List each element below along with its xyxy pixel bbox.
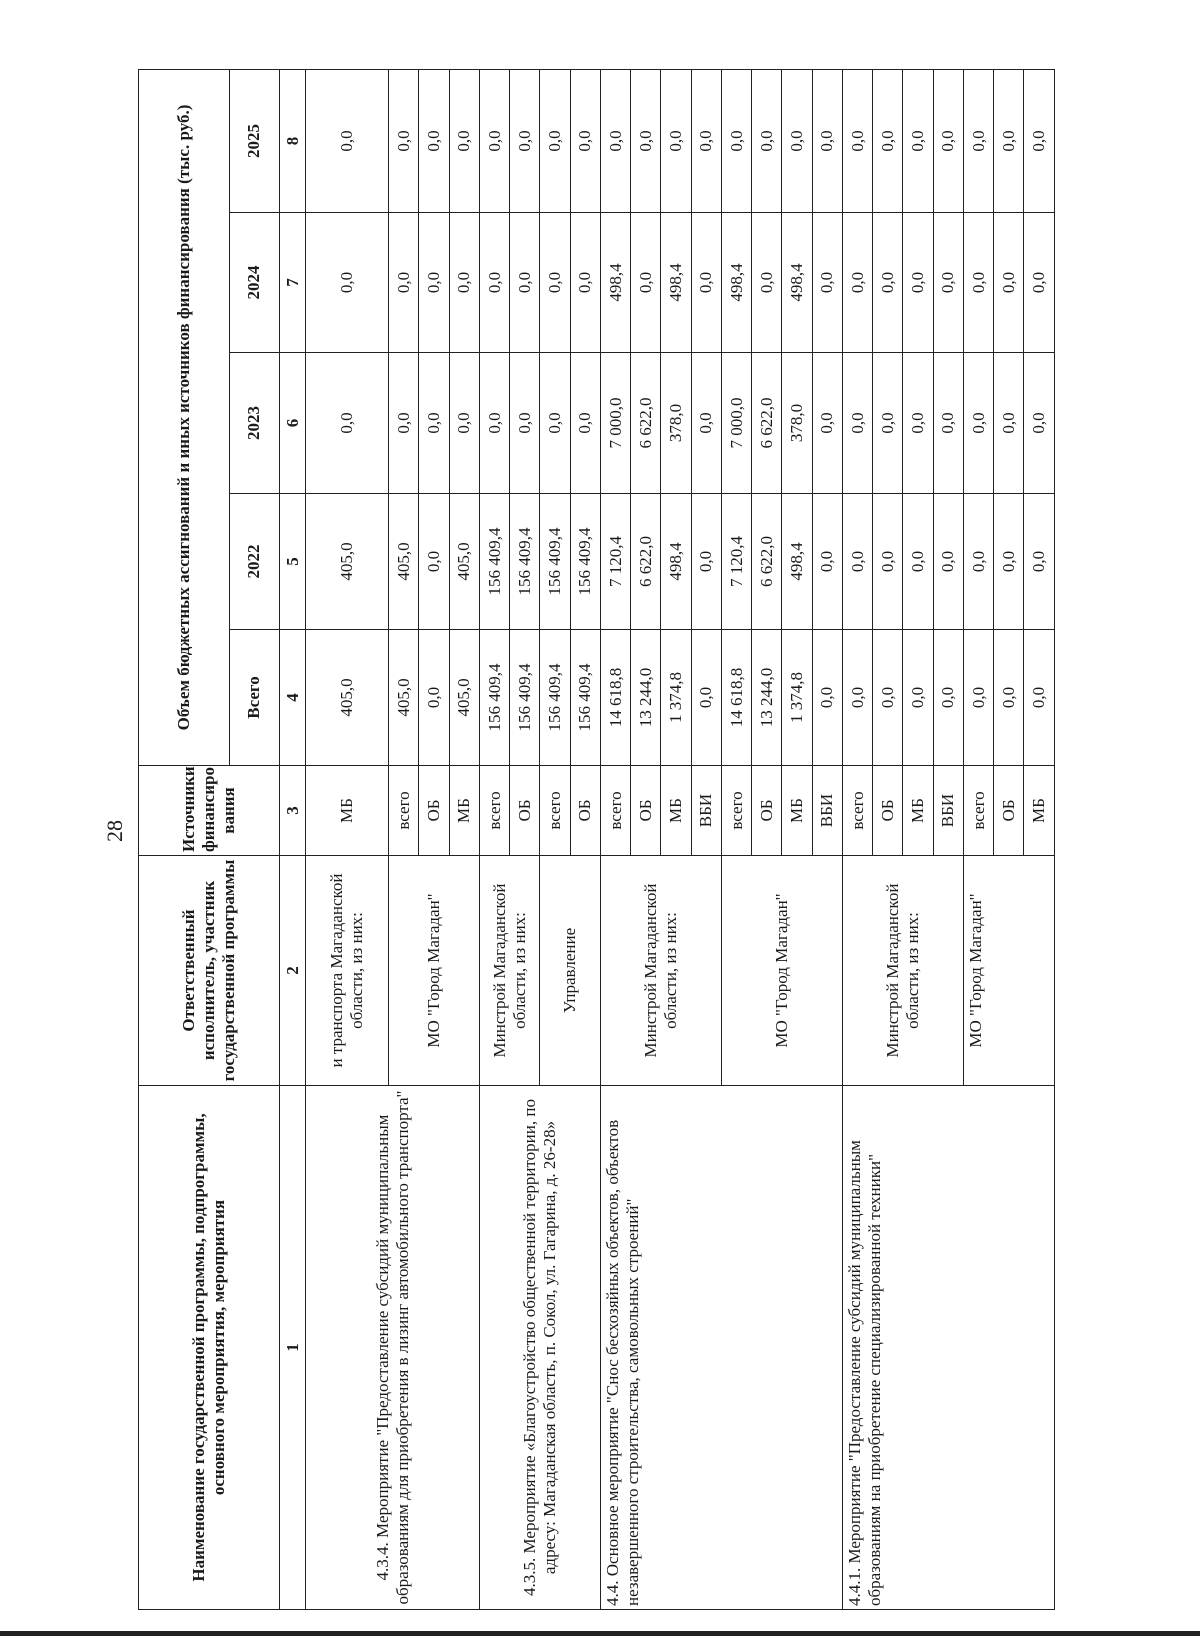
value-2023: 6 622,0	[631, 353, 661, 494]
value-2022: 156 409,4	[510, 494, 540, 630]
measure-4-4: 4.4. Основное мероприятие "Снос бесхозяйных объектов, объектов незавершенного строительства, самовольных строений"	[600, 1086, 842, 1610]
value-2023: 0,0	[933, 353, 963, 494]
header-source: Источники финансиро вания	[139, 766, 280, 856]
source-cell: всего	[721, 766, 751, 856]
value-2024: 0,0	[631, 213, 661, 353]
value-2025: 0,0	[752, 69, 782, 212]
source-cell: ОБ	[631, 766, 661, 856]
executor-minstroy: Минстрой Магаданской области, из них:	[479, 856, 540, 1086]
value-2022: 0,0	[419, 494, 449, 630]
value-2024: 0,0	[389, 213, 419, 353]
header-executor: Ответственный исполнитель, участник государственной программы	[139, 856, 280, 1086]
value-2024: 498,4	[721, 213, 751, 353]
source-cell: всего	[479, 766, 509, 856]
value-2022: 0,0	[812, 494, 842, 630]
value-total: 0,0	[963, 630, 993, 766]
value-total: 0,0	[933, 630, 963, 766]
value-2025: 0,0	[721, 69, 751, 212]
value-2023: 7 000,0	[721, 353, 751, 494]
value-2024: 0,0	[903, 213, 933, 353]
index-cell: 4	[280, 630, 306, 766]
value-2025: 0,0	[419, 69, 449, 212]
value-total: 0,0	[842, 630, 872, 766]
value-total: 0,0	[994, 630, 1024, 766]
value-total: 156 409,4	[540, 630, 570, 766]
value-2023: 0,0	[1024, 353, 1055, 494]
value-2022: 156 409,4	[540, 494, 570, 630]
value-2025: 0,0	[933, 69, 963, 212]
executor-upravlenie: Управление	[540, 856, 601, 1086]
value-2024: 0,0	[1024, 213, 1055, 353]
measure-4-3-4: 4.3.4. Мероприятие "Предоставление субсидий муниципальным образованиям для приобретения в лизинг автомобильного транспорта"	[306, 1086, 479, 1610]
value-2023: 0,0	[449, 353, 479, 494]
value-total: 13 244,0	[631, 630, 661, 766]
value-2025: 0,0	[570, 69, 600, 212]
value-2024: 0,0	[842, 213, 872, 353]
value-total: 405,0	[389, 630, 419, 766]
source-cell: МБ	[1024, 766, 1055, 856]
value-2022: 0,0	[903, 494, 933, 630]
table-row	[600, 69, 630, 1609]
value-2022: 498,4	[661, 494, 691, 630]
value-2025: 0,0	[994, 69, 1024, 212]
value-2023: 0,0	[873, 353, 903, 494]
value-2023: 0,0	[479, 353, 509, 494]
value-2025: 0,0	[903, 69, 933, 212]
value-2025: 0,0	[691, 69, 721, 212]
executor-mo-magadan: МО "Город Магадан"	[963, 856, 1054, 1086]
source-cell: МБ	[903, 766, 933, 856]
value-2023: 0,0	[994, 353, 1024, 494]
header-year-2025: 2025	[229, 69, 279, 212]
value-2024: 0,0	[933, 213, 963, 353]
source-cell: ВБИ	[691, 766, 721, 856]
value-2023: 0,0	[691, 353, 721, 494]
header-program-name: Наименование государственной программы, подпрограммы, основного мероприятия, мероприятия	[139, 1086, 280, 1610]
source-cell: ОБ	[752, 766, 782, 856]
value-total: 0,0	[903, 630, 933, 766]
value-2024: 0,0	[306, 213, 389, 353]
value-2022: 6 622,0	[631, 494, 661, 630]
value-2023: 0,0	[812, 353, 842, 494]
value-2022: 0,0	[963, 494, 993, 630]
index-cell: 2	[280, 856, 306, 1086]
value-2022: 498,4	[782, 494, 812, 630]
table-row	[842, 69, 872, 1609]
value-total: 0,0	[1024, 630, 1055, 766]
value-total: 13 244,0	[752, 630, 782, 766]
value-2022: 156 409,4	[479, 494, 509, 630]
index-cell: 5	[280, 494, 306, 630]
value-2022: 0,0	[1024, 494, 1055, 630]
value-2024: 0,0	[994, 213, 1024, 353]
value-total: 14 618,8	[600, 630, 630, 766]
value-total: 1 374,8	[661, 630, 691, 766]
value-2024: 0,0	[752, 213, 782, 353]
index-cell: 8	[280, 69, 306, 212]
executor-minstroy: Минстрой Магаданской области, из них:	[600, 856, 721, 1086]
measure-4-4-1: 4.4.1. Мероприятие "Предоставление субсидий муниципальным образованиям на приобретение специализированной техники"	[842, 1086, 1054, 1610]
value-2022: 0,0	[994, 494, 1024, 630]
value-2025: 0,0	[631, 69, 661, 212]
source-cell: всего	[540, 766, 570, 856]
value-2024: 498,4	[661, 213, 691, 353]
source-cell: всего	[963, 766, 993, 856]
value-2025: 0,0	[389, 69, 419, 212]
table-row	[306, 69, 389, 1609]
value-2025: 0,0	[449, 69, 479, 212]
value-2024: 498,4	[782, 213, 812, 353]
value-2024: 0,0	[510, 213, 540, 353]
value-2023: 0,0	[510, 353, 540, 494]
source-cell: ОБ	[570, 766, 600, 856]
value-2025: 0,0	[842, 69, 872, 212]
value-2024: 0,0	[540, 213, 570, 353]
source-cell: МБ	[449, 766, 479, 856]
value-2025: 0,0	[1024, 69, 1055, 212]
budget-table-container	[138, 70, 1055, 1610]
source-cell: МБ	[306, 766, 389, 856]
value-2024: 0,0	[812, 213, 842, 353]
value-2025: 0,0	[782, 69, 812, 212]
value-2022: 7 120,4	[600, 494, 630, 630]
value-2025: 0,0	[479, 69, 509, 212]
executor-mo-magadan: МО "Город Магадан"	[721, 856, 842, 1086]
value-2023: 378,0	[782, 353, 812, 494]
value-2023: 0,0	[963, 353, 993, 494]
value-total: 0,0	[812, 630, 842, 766]
value-2025: 0,0	[873, 69, 903, 212]
value-2024: 0,0	[449, 213, 479, 353]
value-2022: 0,0	[842, 494, 872, 630]
value-total: 156 409,4	[570, 630, 600, 766]
value-2022: 6 622,0	[752, 494, 782, 630]
value-2025: 0,0	[306, 69, 389, 212]
executor-minstroy: Минстрой Магаданской области, из них:	[842, 856, 963, 1086]
value-2023: 378,0	[661, 353, 691, 494]
executor-mo-magadan: МО "Город Магадан"	[389, 856, 480, 1086]
page-number: 28	[102, 820, 127, 842]
value-2023: 0,0	[842, 353, 872, 494]
source-cell: ОБ	[994, 766, 1024, 856]
executor-transport: и транспорта Магаданской области, из них:	[306, 856, 389, 1086]
value-2025: 0,0	[510, 69, 540, 212]
value-total: 0,0	[419, 630, 449, 766]
value-2025: 0,0	[540, 69, 570, 212]
value-2023: 0,0	[570, 353, 600, 494]
value-2022: 156 409,4	[570, 494, 600, 630]
value-2023: 6 622,0	[752, 353, 782, 494]
value-2025: 0,0	[661, 69, 691, 212]
header-year-2023: 2023	[229, 353, 279, 494]
source-cell: ВБИ	[933, 766, 963, 856]
value-total: 0,0	[691, 630, 721, 766]
value-2025: 0,0	[600, 69, 630, 212]
value-total: 405,0	[449, 630, 479, 766]
value-2024: 0,0	[873, 213, 903, 353]
source-cell: МБ	[782, 766, 812, 856]
index-cell: 6	[280, 353, 306, 494]
header-year-2022: 2022	[229, 494, 279, 630]
value-2023: 0,0	[306, 353, 389, 494]
value-2022: 405,0	[449, 494, 479, 630]
value-2023: 7 000,0	[600, 353, 630, 494]
source-cell: всего	[600, 766, 630, 856]
value-total: 156 409,4	[510, 630, 540, 766]
value-2024: 0,0	[570, 213, 600, 353]
value-2022: 0,0	[873, 494, 903, 630]
source-cell: всего	[842, 766, 872, 856]
index-cell: 3	[280, 766, 306, 856]
source-cell: ОБ	[873, 766, 903, 856]
header-budget-group: Объем бюджетных ассигнований и иных источников финансирования (тыс. руб.)	[139, 69, 230, 765]
value-total: 405,0	[306, 630, 389, 766]
value-2023: 0,0	[903, 353, 933, 494]
value-total: 156 409,4	[479, 630, 509, 766]
value-2023: 0,0	[540, 353, 570, 494]
header-total: Всего	[229, 630, 279, 766]
source-cell: ВБИ	[812, 766, 842, 856]
source-cell: МБ	[661, 766, 691, 856]
value-2022: 7 120,4	[721, 494, 751, 630]
scan-edge-bar	[0, 1631, 1200, 1636]
value-total: 14 618,8	[721, 630, 751, 766]
value-2022: 0,0	[933, 494, 963, 630]
source-cell: ОБ	[510, 766, 540, 856]
budget-table	[138, 69, 1055, 1610]
index-cell: 7	[280, 213, 306, 353]
value-2025: 0,0	[963, 69, 993, 212]
value-total: 1 374,8	[782, 630, 812, 766]
index-cell: 1	[280, 1086, 306, 1610]
value-2025: 0,0	[812, 69, 842, 212]
header-year-2024: 2024	[229, 213, 279, 353]
value-2022: 405,0	[306, 494, 389, 630]
measure-4-3-5: 4.3.5. Мероприятие «Благоустройство общественной территории, по адресу: Магаданская область, п. Сокол, ул. Гагарина, д. 26-28»	[479, 1086, 600, 1610]
value-total: 0,0	[873, 630, 903, 766]
value-2024: 498,4	[600, 213, 630, 353]
value-2024: 0,0	[963, 213, 993, 353]
table-row	[479, 69, 509, 1609]
value-2023: 0,0	[389, 353, 419, 494]
source-cell: ОБ	[419, 766, 449, 856]
value-2023: 0,0	[419, 353, 449, 494]
value-2024: 0,0	[479, 213, 509, 353]
value-2024: 0,0	[691, 213, 721, 353]
value-2024: 0,0	[419, 213, 449, 353]
source-cell: всего	[389, 766, 419, 856]
value-2022: 0,0	[691, 494, 721, 630]
value-2022: 405,0	[389, 494, 419, 630]
